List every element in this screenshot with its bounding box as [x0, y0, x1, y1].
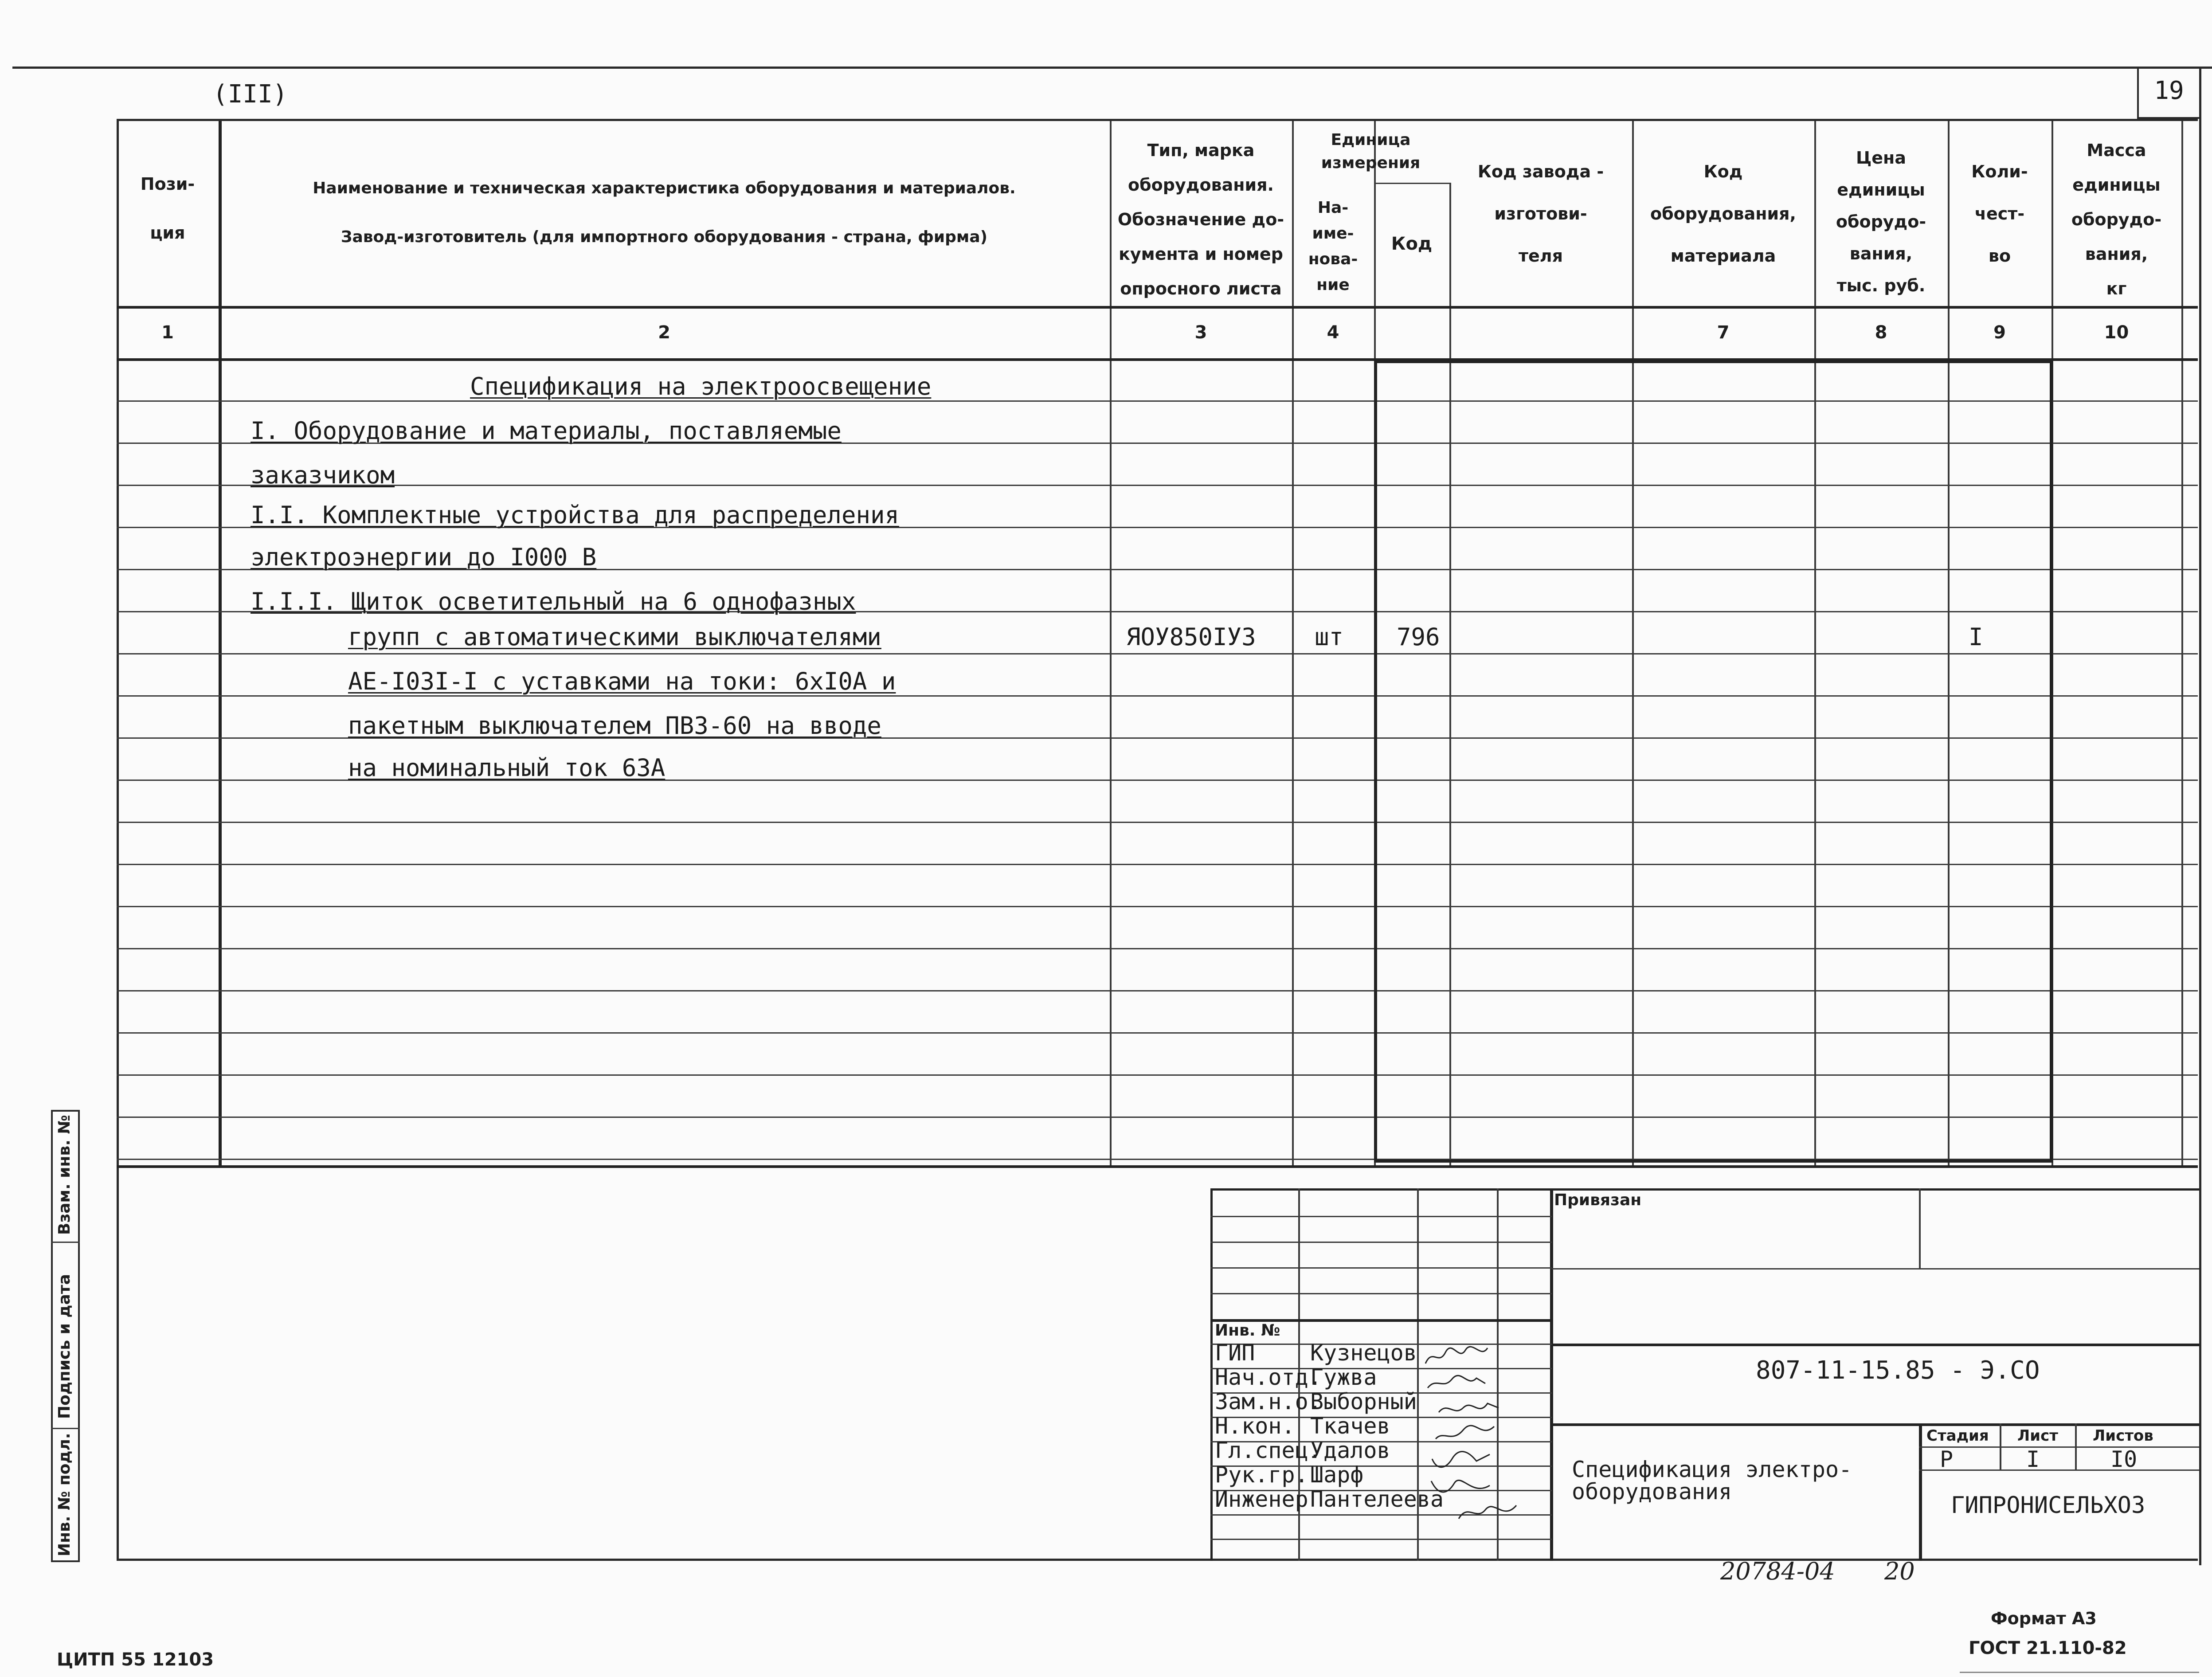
header-type: Тип, марка — [1147, 141, 1255, 160]
sheet-label: Лист — [2017, 1427, 2058, 1445]
document-title-line2: оборудования — [1572, 1479, 1732, 1505]
row-name: заказчиком — [251, 461, 395, 489]
sheet-number-box — [2137, 67, 2199, 119]
signature-sharf — [1428, 1472, 1494, 1499]
signer-name: Шарф — [1310, 1462, 1364, 1488]
signer-role: Н.кон. — [1215, 1413, 1295, 1439]
column-number: 9 — [1993, 322, 2006, 343]
header-mass: кг — [2106, 279, 2127, 298]
frame-right-edge — [2199, 67, 2201, 1565]
row-code: 796 — [1397, 623, 1440, 651]
signer-role: Зам.н.о. — [1215, 1389, 1322, 1414]
sheets-label: Листов — [2093, 1427, 2153, 1445]
stage-value: Р — [1940, 1446, 1954, 1472]
signer-role: Гл.спец. — [1215, 1438, 1322, 1463]
column-divider — [2181, 121, 2183, 1165]
header-type: опросного листа — [1120, 279, 1282, 298]
column-number: 3 — [1194, 322, 1207, 343]
frame-top-edge — [117, 119, 2198, 121]
signature-udalov — [1428, 1446, 1494, 1472]
signature-kuznetsov — [1423, 1344, 1490, 1370]
header-factory-code: Код завода - — [1477, 162, 1604, 181]
sheets-value: I0 — [2110, 1446, 2138, 1472]
cito-mark: ЦИТП 55 12103 — [57, 1650, 214, 1670]
header-equipment-code: Код — [1703, 162, 1743, 181]
header-mass: вания, — [2085, 244, 2148, 264]
column-number: 10 — [2104, 322, 2129, 343]
row-name: I.I. Комплектные устройства для распределения — [251, 501, 899, 529]
sheet-value: I — [2026, 1446, 2040, 1472]
header-position: Пози- — [140, 174, 195, 194]
header-price: единицы — [1837, 180, 1925, 200]
row-name: I.I.I. Щиток осветительный на 6 однофазных — [251, 588, 856, 615]
header-unit-group: Единица — [1331, 131, 1411, 149]
column-number: 1 — [161, 322, 174, 343]
organization: ГИПРОНИСЕЛЬХОЗ — [1951, 1492, 2145, 1519]
header-price: тыс. руб. — [1836, 276, 1926, 295]
corner-code: (III) — [213, 80, 288, 109]
signer-name: Ткачев — [1310, 1413, 1390, 1439]
row-unit: шт — [1315, 623, 1344, 651]
header-type: кумента и номер — [1119, 244, 1283, 264]
stamp-label-vzam: Взам. инв. № — [55, 1115, 74, 1235]
signature-tkachev — [1432, 1421, 1499, 1448]
column-number: 7 — [1717, 322, 1730, 343]
highlight-box — [1374, 360, 2053, 1163]
header-factory-code: теля — [1518, 246, 1563, 266]
row-name: АЕ-I03I-I с уставками на токи: 6хI0А и — [348, 667, 896, 695]
stamp-label-podpis: Подпись и дата — [55, 1274, 74, 1419]
header-quantity: во — [1988, 246, 2011, 266]
row-quantity: I — [1969, 623, 1983, 651]
row-name: Спецификация на электроосвещение — [470, 372, 932, 400]
header-quantity: Коли- — [1971, 162, 2028, 181]
header-bottom-rule — [117, 306, 2198, 309]
header-mass: Масса — [2087, 141, 2146, 160]
stage-label: Стадия — [1926, 1427, 1989, 1445]
header-name: Наименование и техническая характеристика оборудования и материалов. — [313, 179, 1016, 197]
document-code: 807-11-15.85 - Э.СО — [1756, 1356, 2040, 1385]
header-unit-name: име- — [1312, 224, 1354, 243]
header-price: оборудо- — [1836, 212, 1926, 231]
signer-name: Выборный — [1310, 1389, 1417, 1414]
header-unit-name: ние — [1316, 276, 1350, 294]
column-divider — [219, 121, 222, 1165]
document-title-line1: Спецификация электро- — [1572, 1457, 1852, 1482]
row-name: на номинальный ток 63А — [348, 754, 666, 782]
header-unit-code: Код — [1391, 234, 1433, 254]
header-unit-group: измерения — [1321, 154, 1421, 172]
header-price: Цена — [1856, 148, 1906, 168]
header-mass: оборудо- — [2071, 210, 2162, 229]
signature-guzhva — [1423, 1370, 1490, 1397]
bottom-rule — [1960, 1672, 2199, 1673]
handwritten-page: 20 — [1884, 1557, 1915, 1585]
row-name: пакетным выключателем ПВЗ-60 на вводе — [348, 712, 881, 740]
table-bottom-rule — [117, 1165, 2198, 1168]
header-unit-name: На- — [1317, 199, 1349, 217]
signature-vybornyi — [1437, 1397, 1503, 1423]
row-name: электроэнергии до I000 В — [251, 543, 597, 571]
sheet-number: 19 — [2154, 76, 2184, 105]
header-quantity: чест- — [1974, 204, 2025, 223]
signer-role: Инженер — [1215, 1486, 1308, 1512]
header-type: оборудования. — [1128, 175, 1274, 195]
column-number: 8 — [1875, 322, 1887, 343]
gost-label: ГОСТ 21.110-82 — [1969, 1638, 2127, 1658]
header-factory-code: изготови- — [1494, 204, 1587, 223]
column-number: 4 — [1327, 322, 1339, 343]
header-equipment-code: материала — [1670, 246, 1776, 266]
signer-role: Рук.гр. — [1215, 1462, 1308, 1488]
format-label: Формат А3 — [1991, 1609, 2097, 1628]
signature-panteleeva — [1454, 1499, 1521, 1525]
signer-role: ГИП — [1215, 1340, 1255, 1366]
header-mass: единицы — [2072, 175, 2161, 195]
signer-name: Пантелеева — [1310, 1486, 1444, 1512]
column-number: 2 — [658, 322, 670, 343]
inv-no-label: Инв. № — [1215, 1321, 1280, 1340]
unit-subheader-divider — [1374, 183, 1451, 184]
header-equipment-code: оборудования, — [1650, 204, 1796, 223]
row-name: групп с автоматическими выключателями — [348, 623, 881, 651]
stamp-label-inv: Инв. № подл. — [55, 1433, 74, 1556]
header-name: Завод-изготовитель (для импортного оборудования - страна, фирма) — [341, 228, 988, 246]
row-name: I. Оборудование и материалы, поставляемые — [251, 417, 842, 445]
header-price: вания, — [1849, 244, 1913, 263]
archive-number: 20784-04 — [1720, 1557, 1835, 1585]
header-position: ция — [150, 223, 185, 243]
signer-name: Удалов — [1310, 1438, 1390, 1463]
header-unit-name: нова- — [1308, 250, 1358, 268]
privyazan-label: Привязан — [1554, 1191, 1642, 1209]
header-type: Обозначение до- — [1117, 210, 1284, 229]
signer-name: Кузнецов — [1310, 1340, 1417, 1366]
signer-name: Гужва — [1310, 1364, 1377, 1390]
signer-role: Нач.отд. — [1215, 1364, 1322, 1390]
row-type: ЯОУ850IУ3 — [1126, 623, 1256, 651]
